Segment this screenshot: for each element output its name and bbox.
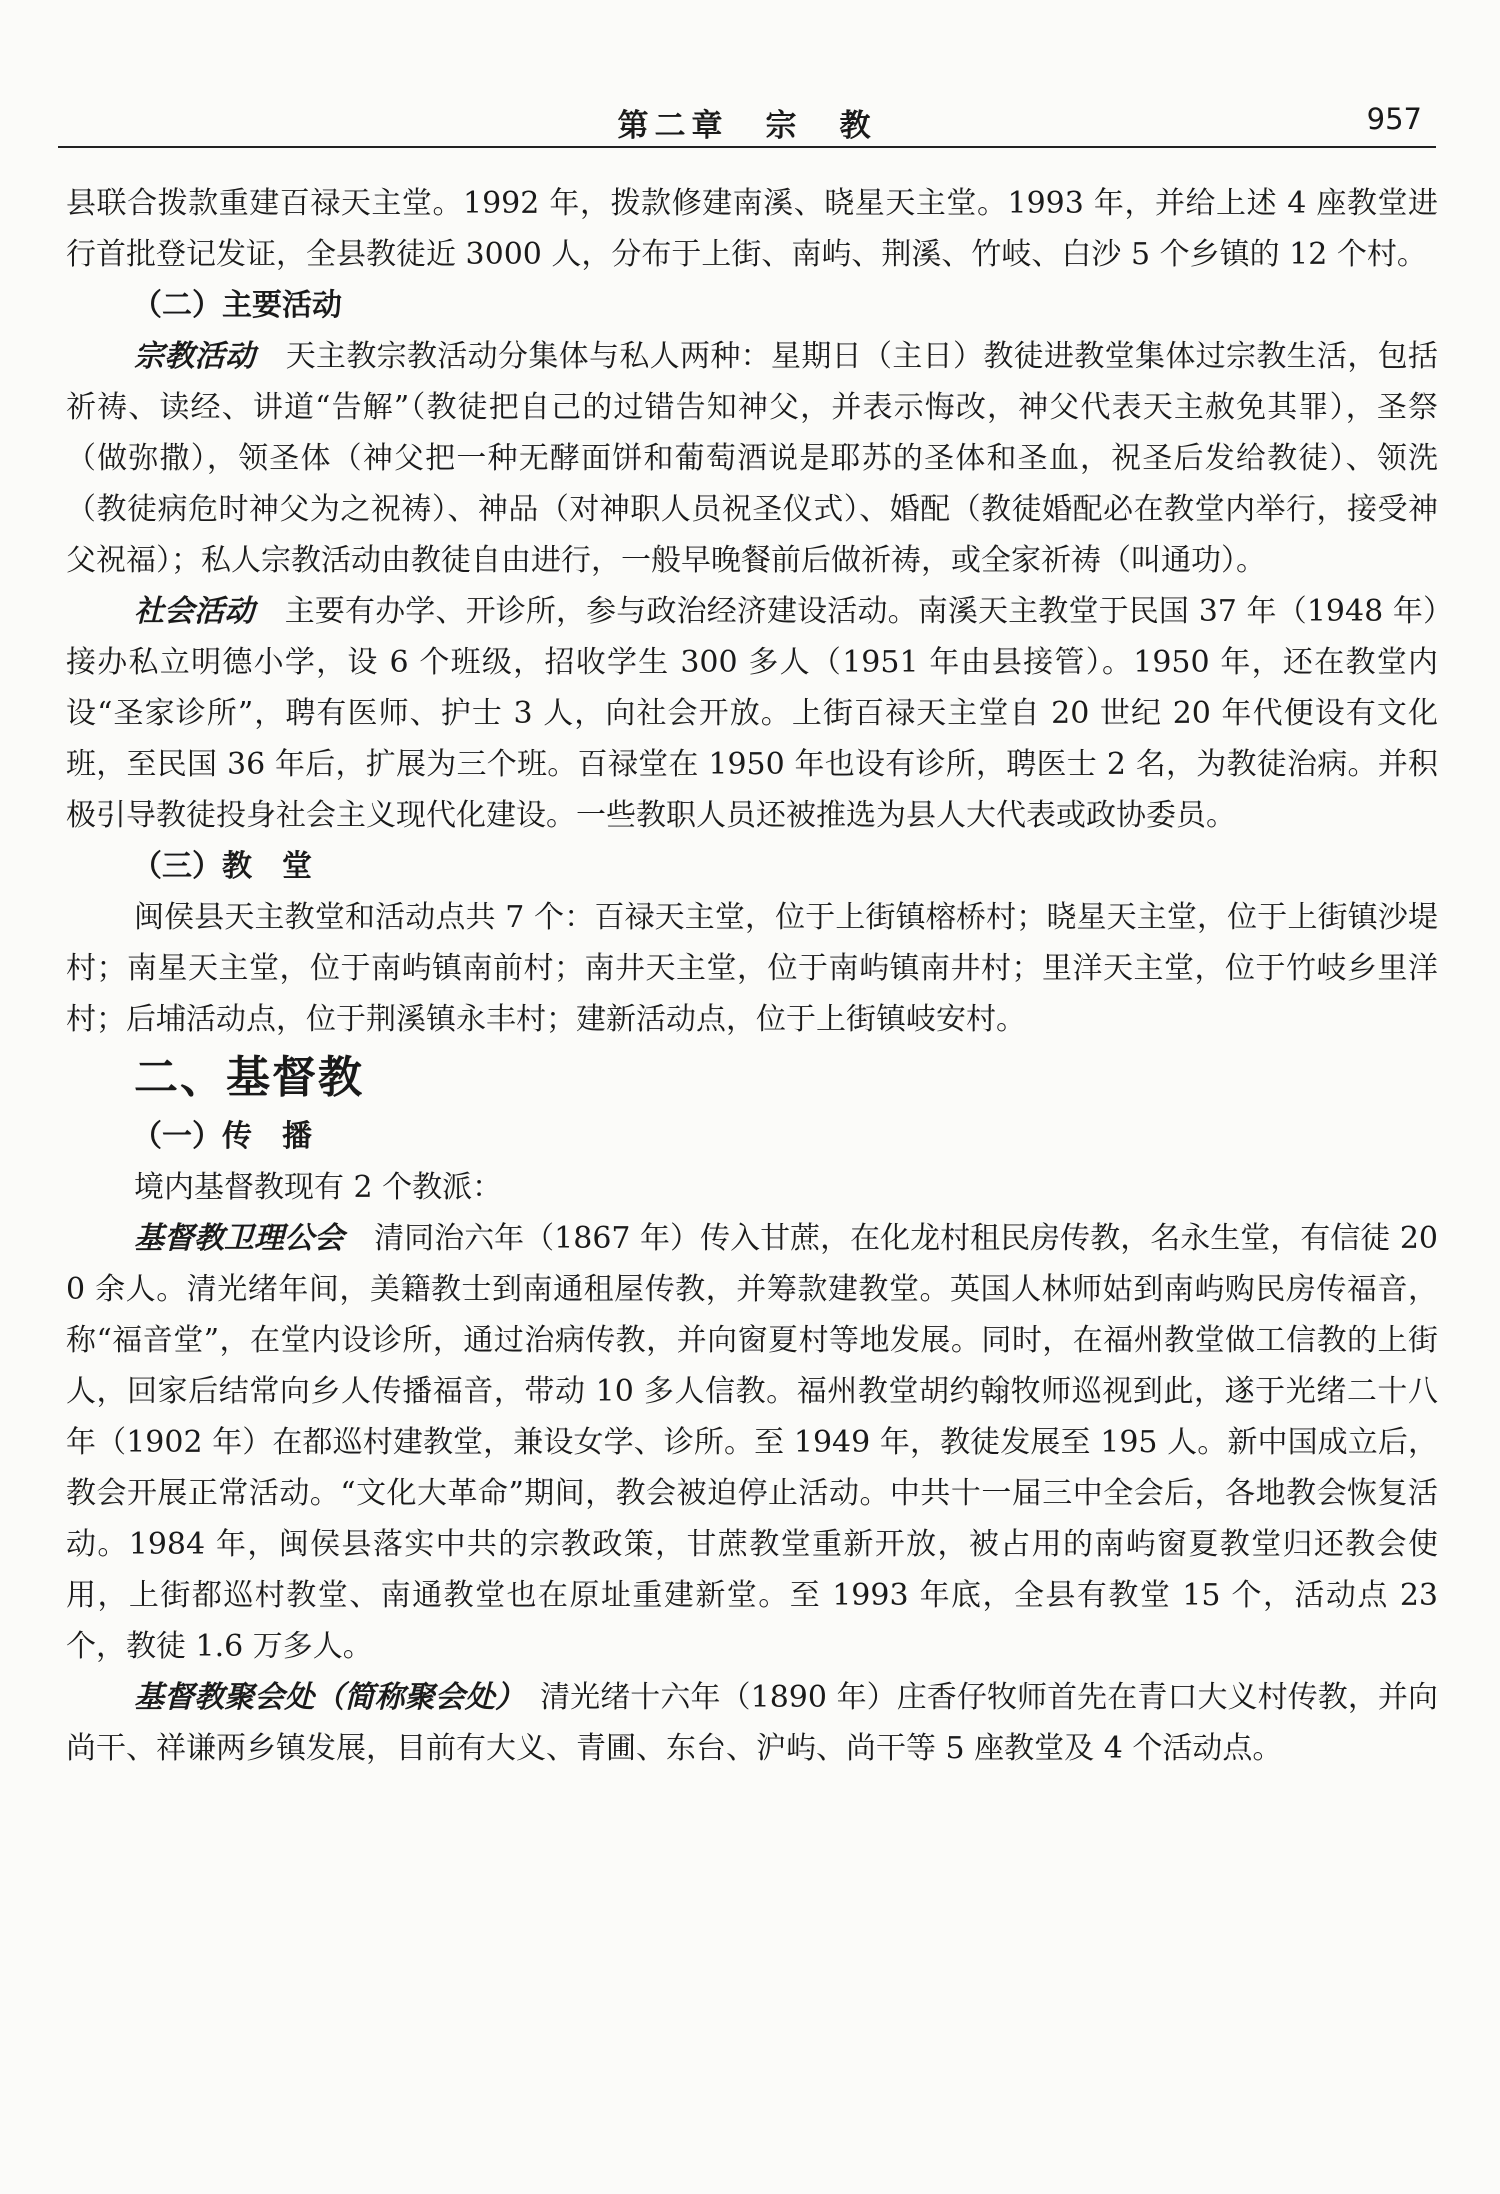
chapter-section-heading: 二、基督教: [134, 1052, 364, 1103]
term-heading: 社会活动: [134, 594, 255, 629]
running-header: [58, 96, 1436, 148]
term-heading: 基督教聚会处（简称聚会处）: [134, 1680, 510, 1715]
section-heading-activities: （二）主要活动: [132, 288, 342, 323]
term-heading: 基督教卫理公会: [134, 1221, 345, 1256]
page-number: 957: [1366, 102, 1422, 136]
paragraph: 境内基督教现有 2 个教派：: [134, 1170, 503, 1205]
paragraph: 闽侯县天主教堂和活动点共 7 个：百禄天主堂，位于上街镇榕桥村；晓星天主堂，位于上街镇沙堤村；南星天主堂，位于南屿镇南前村；南井天主堂，位于南屿镇南井村；里洋天主堂，位于竹岐乡里洋村；后埔活动点，位于荆溪镇永丰村；建新活动点，位于上街镇岐安村。: [66, 900, 1438, 1037]
paragraph-text: 天主教宗教活动分集体与私人两种：星期日（主日）教徒进教堂集体过宗教生活，包括祈祷、读经、讲道“告解”（教徒把自己的过错告知神父，并表示悔改，神父代表天主赦免其罪），圣祭（做弥撒），领圣体（神父把一种无酵面饼和葡萄酒说是耶苏的圣体和圣血，祝圣后发给教徒）、领洗（教徒病危时神父为之祝祷）、神品（对神职人员祝圣仪式）、婚配（教徒婚配必在教堂内举行，接受神父祝福）；私人宗教活动由教徒自由进行，一般早晚餐前后做祈祷，或全家祈祷（叫通功）。: [66, 339, 1439, 578]
paragraph-text: 清光绪十六年（1890 年）庄香仔牧师首先在青口大义村传教，并向尚干、祥谦两乡镇发展，目前有大义、青圃、东台、沪屿、尚干等 5 座教堂及 4 个活动点。: [66, 1680, 1439, 1766]
section-heading-spread: （一）传 播: [132, 1119, 312, 1154]
page-body: [66, 178, 1438, 1774]
paragraph: [66, 331, 1438, 586]
chapter-title: 第二章 宗 教: [617, 108, 877, 144]
paragraph-text: 清同治六年（1867 年）传入甘蔗，在化龙村租民房传教，名永生堂，有信徒 200 余人。清光绪年间，美籍教士到南通租屋传教，并筹款建教堂。英国人林师姑到南屿购民房传福音，称“福音堂”，在堂内设诊所，通过治病传教，并向窗夏村等地发展。同时，在福州教堂做工信教的上街人，回家后结常向乡人传播福音，带动 10 多人信教。福州教堂胡约翰牧师巡视到此，遂于光绪二十八年（1902 年）在都巡村建教堂，兼设女学、诊所。至 1949 年，教徒发展至 195 人。新中国成立后，教会开展正常活动。“文化大革命”期间，教会被迫停止活动。中共十一届三中全会后，各地教会恢复活动。1984 年，闽侯县落实中共的宗教政策，甘蔗教堂重新开放，被占用的南屿窗夏教堂归还教会使用，上街都巡村教堂、南通教堂也在原址重建新堂。至 1993 年底，全县有教堂 15 个，活动点 23 个，教徒 1.6 万多人。: [66, 1221, 1439, 1664]
section-heading-churches: （三）教 堂: [132, 849, 312, 884]
paragraph-text: 主要有办学、开诊所，参与政治经济建设活动。南溪天主教堂于民国 37 年（1948 年）接办私立明德小学，设 6 个班级，招收学生 300 多人（1951 年由县接管）。1950 年，还在教堂内设“圣家诊所”，聘有医师、护士 3 人，向社会开放。上街百禄天主堂自 20 世纪 20 年代便设有文化班，至民国 36 年后，扩展为三个班。百禄堂在 1950 年也设有诊所，聘医士 2 名，为教徒治病。并积极引导教徒投身社会主义现代化建设。一些教职人员还被推选为县人大代表或政协委员。: [66, 594, 1439, 833]
paragraph: [66, 1213, 1438, 1672]
paragraph: [66, 1672, 1438, 1774]
paragraph: 县联合拨款重建百禄天主堂。1992 年，拨款修建南溪、晓星天主堂。1993 年，并给上述 4 座教堂进行首批登记发证，全县教徒近 3000 人，分布于上街、南屿、荆溪、竹岐、白沙 5 个乡镇的 12 个村。: [66, 186, 1438, 272]
term-heading: 宗教活动: [134, 339, 256, 374]
paragraph: [66, 586, 1438, 841]
